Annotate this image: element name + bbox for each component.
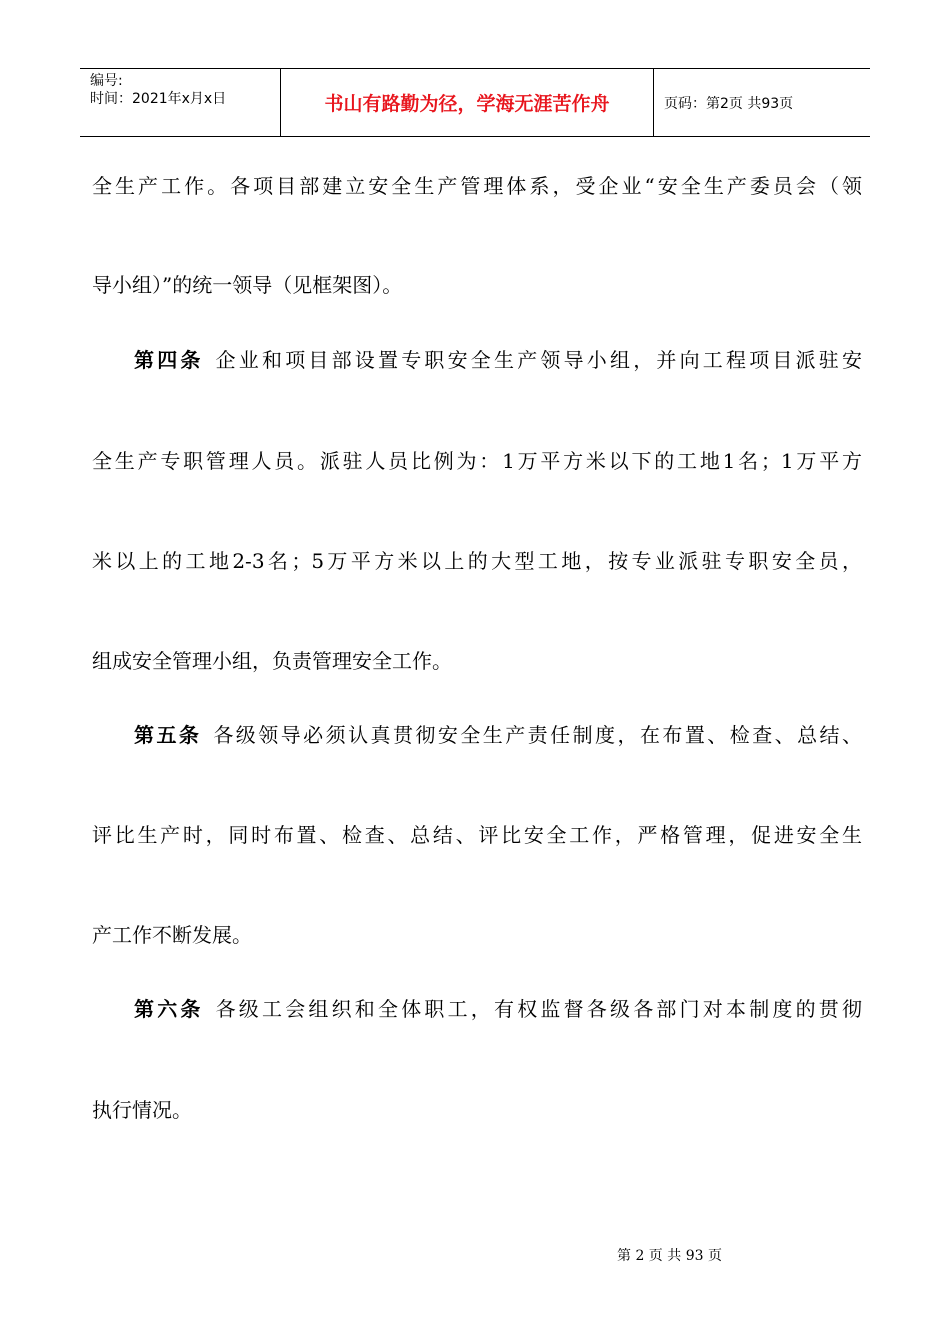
- header-page-info: 页码：第2页 共93页: [664, 95, 794, 112]
- header-motto: 书山有路勤为径，学海无涯苦作舟: [281, 69, 654, 136]
- article-six-text: 各级工会组织和全体职工，有权监督各级各部门对本制度的贯彻: [215, 997, 863, 1021]
- article-five-line: [92, 721, 862, 749]
- article-four-text: 企业和项目部设置专职安全生产领导小组，并向工程项目派驻安: [215, 348, 863, 372]
- article-five-label: 第五条: [134, 723, 202, 747]
- header-meta: [80, 69, 281, 136]
- number-label: 编号:: [90, 73, 123, 89]
- article-five-text: 各级领导必须认真贯彻安全生产责任制度，在布置、检查、总结、: [213, 723, 863, 747]
- paragraph-line: 执行情况。: [92, 1098, 192, 1122]
- paragraph-line: 评比生产时，同时布置、检查、总结、评比安全工作，严格管理，促进安全生: [92, 823, 862, 847]
- time-label: 时间：2021年x月x日: [90, 91, 227, 107]
- article-four-label: 第四条: [134, 348, 204, 372]
- paragraph-line: 组成安全管理小组，负责管理安全工作。: [92, 649, 452, 673]
- paragraph-line: 米以上的工地2-3名；5万平方米以上的大型工地，按专业派驻专职安全员，: [92, 549, 862, 573]
- article-six-line: [92, 995, 862, 1023]
- paragraph-line: 全生产工作。各项目部建立安全生产管理体系，受企业“安全生产委员会（领: [92, 174, 862, 198]
- footer-page-number: 第 2 页 共 93 页: [617, 1248, 722, 1264]
- article-four-line: [92, 346, 862, 374]
- article-six-label: 第六条: [134, 997, 204, 1021]
- paragraph-line: 全生产专职管理人员。派驻人员比例为：1万平方米以下的工地1名；1万平方: [92, 449, 862, 473]
- document-header: [80, 68, 870, 137]
- paragraph-line: 产工作不断发展。: [92, 923, 252, 947]
- paragraph-line: 导小组）”的统一领导（见框架图）。: [92, 273, 403, 297]
